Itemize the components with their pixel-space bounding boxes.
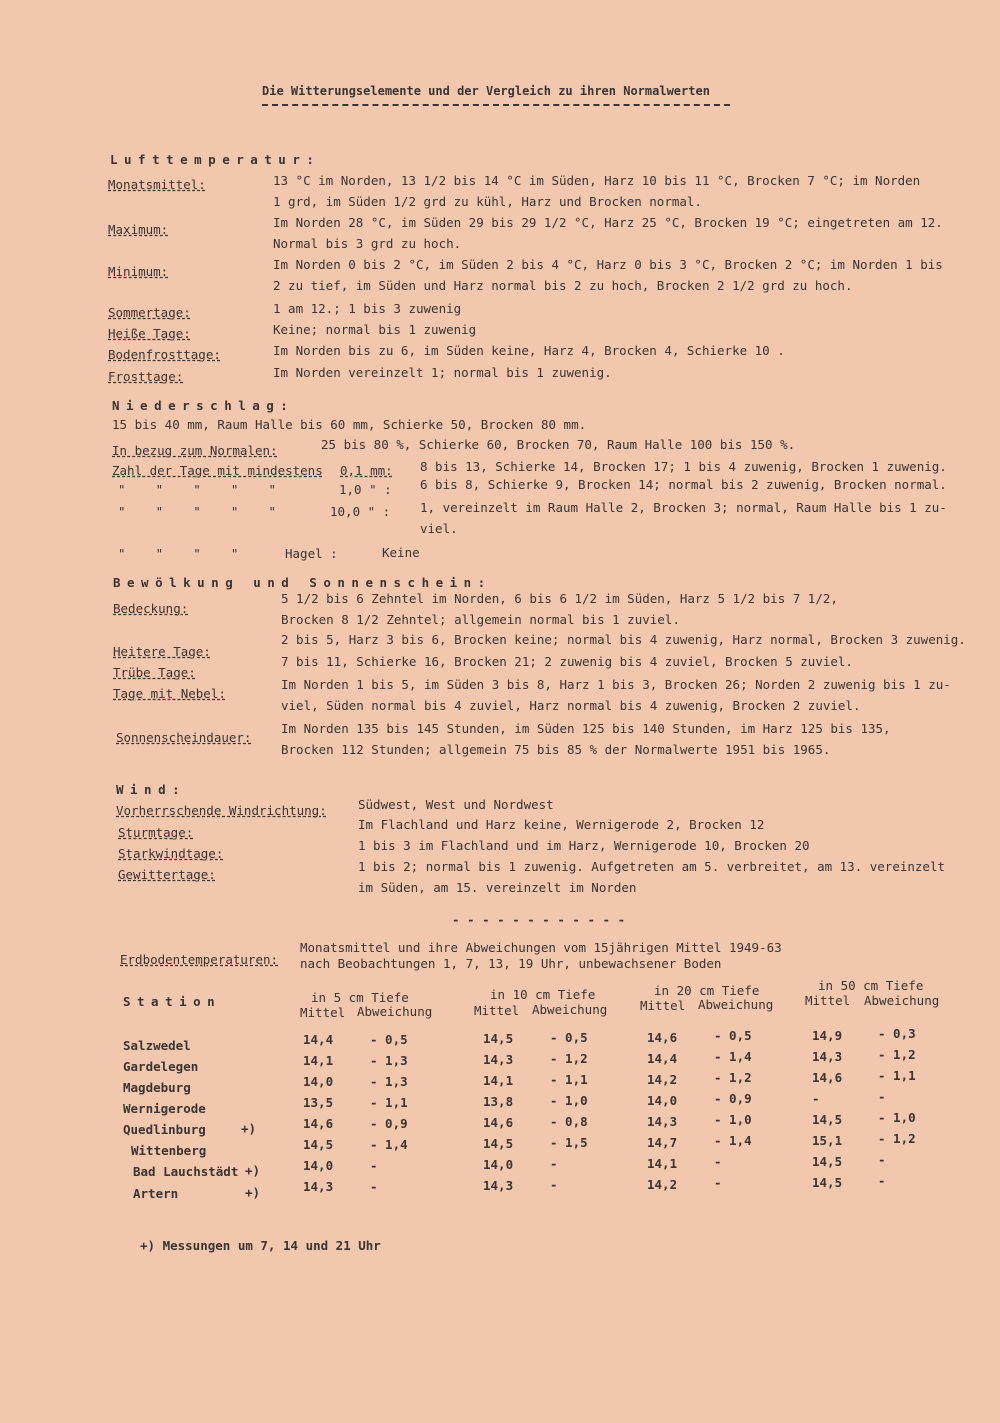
ditto-marks-1: " " " " "	[118, 482, 277, 497]
table-col-mittel-5: Mittel	[300, 1005, 346, 1020]
table-cell: -	[714, 1154, 722, 1169]
label-minimum: Minimum:	[108, 264, 169, 279]
text-minimum-1: Im Norden 0 bis 2 °C, im Süden 2 bis 4 °C, Harz 0 bis 3 °C, Brocken 2 °C; im Norden 1 bis	[273, 257, 943, 272]
table-cell: 14,4	[303, 1032, 334, 1047]
table-cell: 14,5	[303, 1137, 334, 1152]
station-mark: +)	[241, 1121, 257, 1136]
text-maximum-1: Im Norden 28 °C, im Süden 29 bis 29 1/2 °C, Harz 25 °C, Brocken 19 °C; eingetreten am 12.	[273, 215, 943, 230]
text-gewittertage-1: 1 bis 2; normal bis 1 zuwenig. Aufgetreten am 5. verbreitet, am 13. vereinzelt	[358, 859, 945, 874]
station-name: Wittenberg	[131, 1143, 207, 1158]
table-cell: - 0,5	[714, 1028, 752, 1043]
table-cell: 13,5	[303, 1095, 334, 1110]
table-cell: - 1,0	[550, 1093, 588, 1108]
label-tage-mit-nebel: Tage mit Nebel:	[113, 686, 226, 701]
text-maximum-2: Normal bis 3 grd zu hoch.	[273, 236, 462, 251]
table-cell: - 1,3	[370, 1053, 408, 1068]
table-cell: - 1,1	[878, 1068, 916, 1083]
table-cell: - 1,0	[878, 1110, 916, 1125]
table-cell: 14,5	[483, 1136, 514, 1151]
station-name: Magdeburg	[123, 1080, 191, 1095]
table-col-abw-5: Abweichung	[357, 1004, 433, 1019]
label-zahl-unit: 0,1 mm:	[340, 463, 393, 478]
table-col-abw-10: Abweichung	[532, 1002, 608, 1017]
label-zahl-der-tage: Zahl der Tage mit mindestens	[112, 463, 323, 478]
text-bodenfrosttage: Im Norden bis zu 6, im Süden keine, Harz 4, Brocken 4, Schierke 10 .	[273, 343, 785, 358]
ditto-marks-3: " " " "	[118, 546, 239, 561]
section-heading-wind: Wind:	[116, 782, 187, 797]
table-cell: 14,4	[647, 1051, 678, 1066]
text-row-1mm: 6 bis 8, Schierke 9, Brocken 14; normal bis 2 zuwenig, Brocken normal.	[420, 477, 947, 492]
table-cell: 14,9	[812, 1028, 843, 1043]
text-starkwindtage: 1 bis 3 im Flachland und im Harz, Wernigerode 10, Brocken 20	[358, 838, 810, 853]
table-cell: 13,8	[483, 1094, 514, 1109]
label-monatsmittel: Monatsmittel:	[108, 177, 206, 192]
label-row-1mm: 1,0 " :	[339, 482, 392, 497]
table-cell: 14,6	[812, 1070, 843, 1085]
table-header-depth-5cm: in 5 cm Tiefe	[311, 990, 409, 1005]
label-sturmtage: Sturmtage:	[118, 825, 194, 840]
label-maximum: Maximum:	[108, 222, 169, 237]
table-col-abw-20: Abweichung	[698, 997, 774, 1012]
table-cell: - 1,3	[370, 1074, 408, 1089]
text-frosttage: Im Norden vereinzelt 1; normal bis 1 zuwenig.	[273, 365, 612, 380]
table-cell: - 0,5	[370, 1032, 408, 1047]
table-cell: 14,6	[303, 1116, 334, 1131]
text-bedeckung-2: Brocken 8 1/2 Zehntel; allgemein normal bis 1 zuviel.	[281, 612, 680, 627]
text-row-10mm-1: 1, vereinzelt im Raum Halle 2, Brocken 3; normal, Raum Halle bis 1 zu-	[420, 500, 947, 515]
label-heisse-tage: Heiße Tage:	[108, 326, 191, 341]
separator-line: - - - - - - - - - - - -	[452, 912, 626, 927]
text-monatsmittel-2: 1 grd, im Süden 1/2 grd zu kühl, Harz und Brocken normal.	[273, 194, 702, 209]
table-col-mittel-50: Mittel	[805, 993, 851, 1008]
text-erdboden-desc-1: Monatsmittel und ihre Abweichungen vom 15jährigen Mittel 1949-63	[300, 940, 782, 955]
table-cell: 14,7	[647, 1135, 678, 1150]
table-cell: 14,6	[647, 1030, 678, 1045]
text-monatsmittel-1: 13 °C im Norden, 13 1/2 bis 14 °C im Süden, Harz 10 bis 11 °C, Brocken 7 °C; im Norden	[273, 173, 921, 188]
label-sonnenscheindauer: Sonnenscheindauer:	[116, 730, 252, 745]
table-cell: - 1,0	[714, 1112, 752, 1127]
table-cell: - 1,5	[550, 1135, 588, 1150]
table-cell: - 1,4	[370, 1137, 408, 1152]
text-gewittertage-2: im Süden, am 15. vereinzelt im Norden	[358, 880, 637, 895]
table-cell: 14,5	[812, 1175, 843, 1190]
label-windrichtung: Vorherrschende Windrichtung:	[116, 803, 327, 818]
label-heitere-tage: Heitere Tage:	[113, 644, 211, 659]
table-cell: 14,3	[647, 1114, 678, 1129]
table-cell: - 1,2	[550, 1051, 588, 1066]
table-cell: - 1,4	[714, 1049, 752, 1064]
table-cell: 14,3	[812, 1049, 843, 1064]
table-cell: 14,5	[812, 1112, 843, 1127]
table-cell: - 1,1	[370, 1095, 408, 1110]
table-cell: 14,0	[483, 1157, 514, 1172]
table-cell: 14,5	[812, 1154, 843, 1169]
table-cell: 14,0	[303, 1158, 334, 1173]
text-bezug-normalen: 25 bis 80 %, Schierke 60, Brocken 70, Raum Halle 100 bis 150 %.	[321, 437, 796, 452]
page-title: Die Witterungselemente und der Vergleich zu ihren Normalwerten	[262, 84, 710, 98]
table-cell: -	[370, 1179, 378, 1194]
text-sonnenscheindauer-2: Brocken 112 Stunden; allgemein 75 bis 85 % der Normalwerte 1951 bis 1965.	[281, 742, 831, 757]
text-minimum-2: 2 zu tief, im Süden und Harz normal bis 2 zu hoch, Brocken 2 1/2 grd zu hoch.	[273, 278, 853, 293]
text-tage-mit-nebel-1: Im Norden 1 bis 5, im Süden 3 bis 8, Harz 1 bis 3, Brocken 26; Norden 2 zuwenig bis 1 zu-	[281, 677, 951, 692]
table-cell: 14,2	[647, 1072, 678, 1087]
table-cell: 15,1	[812, 1133, 843, 1148]
table-cell: -	[550, 1177, 558, 1192]
table-cell: - 1,1	[550, 1072, 588, 1087]
station-mark: +)	[245, 1185, 261, 1200]
label-hagel: Hagel :	[285, 546, 338, 561]
table-cell: 14,2	[647, 1177, 678, 1192]
table-cell: -	[812, 1091, 820, 1106]
table-header-depth-20cm: in 20 cm Tiefe	[654, 983, 760, 998]
label-gewittertage: Gewittertage:	[118, 867, 216, 882]
table-cell: - 1,2	[878, 1131, 916, 1146]
text-tage-mit-nebel-2: viel, Süden normal bis 4 zuviel, Harz normal bis 4 zuwenig, Brocken 2 zuviel.	[281, 698, 861, 713]
station-name: Quedlinburg	[123, 1122, 206, 1137]
text-windrichtung: Südwest, West und Nordwest	[358, 797, 554, 812]
text-sommertage: 1 am 12.; 1 bis 3 zuwenig	[273, 301, 462, 316]
section-heading-lufttemperatur: Lufttemperatur:	[110, 152, 321, 167]
text-heitere-tage: 2 bis 5, Harz 3 bis 6, Brocken keine; normal bis 4 zuwenig, Harz normal, Brocken 3 zuwenig.	[281, 632, 966, 647]
table-cell: 14,1	[647, 1156, 678, 1171]
label-sommertage: Sommertage:	[108, 305, 191, 320]
table-cell: 14,3	[483, 1178, 514, 1193]
table-cell: - 1,4	[714, 1133, 752, 1148]
station-name: Artern	[133, 1186, 179, 1201]
label-erdbodentemperaturen: Erdbodentemperaturen:	[120, 952, 279, 967]
table-cell: 14,0	[647, 1093, 678, 1108]
table-cell: - 0,3	[878, 1026, 916, 1041]
station-name: Gardelegen	[123, 1059, 199, 1074]
section-heading-bewoelkung: Bewölkung und Sonnenschein:	[113, 575, 492, 590]
table-header-depth-50cm: in 50 cm Tiefe	[818, 978, 924, 993]
section-heading-niederschlag: Niederschlag:	[112, 398, 295, 413]
table-cell: 14,6	[483, 1115, 514, 1130]
station-name: Salzwedel	[123, 1038, 191, 1053]
table-cell: 14,3	[483, 1052, 514, 1067]
table-cell: 14,5	[483, 1031, 514, 1046]
label-frosttage: Frosttage:	[108, 369, 184, 384]
table-cell: - 1,2	[878, 1047, 916, 1062]
text-sturmtage: Im Flachland und Harz keine, Wernigerode 2, Brocken 12	[358, 817, 765, 832]
label-bedeckung: Bedeckung:	[113, 601, 189, 616]
station-name: Wernigerode	[123, 1101, 206, 1116]
table-header-depth-10cm: in 10 cm Tiefe	[490, 987, 596, 1002]
table-cell: -	[878, 1173, 886, 1188]
table-cell: - 1,2	[714, 1070, 752, 1085]
label-truebe-tage: Trübe Tage:	[113, 665, 196, 680]
text-erdboden-desc-2: nach Beobachtungen 1, 7, 13, 19 Uhr, unbewachsener Boden	[300, 956, 722, 971]
text-heisse-tage: Keine; normal bis 1 zuwenig	[273, 322, 477, 337]
table-col-mittel-20: Mittel	[640, 998, 686, 1013]
text-hagel: Keine	[382, 545, 420, 560]
table-footnote: +) Messungen um 7, 14 und 21 Uhr	[140, 1238, 381, 1253]
table-cell: 14,0	[303, 1074, 334, 1089]
label-bezug-normalen: In bezug zum Normalen:	[112, 443, 278, 458]
text-sonnenscheindauer-1: Im Norden 135 bis 145 Stunden, im Süden 125 bis 140 Stunden, im Harz 125 bis 135,	[281, 721, 891, 736]
text-row-10mm-2: viel.	[420, 521, 458, 536]
table-cell: -	[550, 1156, 558, 1171]
table-cell: 14,3	[303, 1179, 334, 1194]
text-truebe-tage: 7 bis 11, Schierke 16, Brocken 21; 2 zuwenig bis 4 zuviel, Brocken 5 zuviel.	[281, 654, 853, 669]
label-bodenfrosttage: Bodenfrosttage:	[108, 347, 221, 362]
table-cell: -	[878, 1089, 886, 1104]
table-cell: - 0,9	[714, 1091, 752, 1106]
label-starkwindtage: Starkwindtage:	[118, 846, 224, 861]
label-row-10mm: 10,0 " :	[330, 504, 391, 519]
station-name: Bad Lauchstädt	[133, 1164, 239, 1179]
table-col-abw-50: Abweichung	[864, 993, 940, 1008]
station-mark: +)	[245, 1163, 261, 1178]
text-niederschlag-summary: 15 bis 40 mm, Raum Halle bis 60 mm, Schierke 50, Brocken 80 mm.	[112, 417, 587, 432]
table-cell: -	[878, 1152, 886, 1167]
ditto-marks-2: " " " " "	[118, 504, 277, 519]
text-zahl-der-tage: 8 bis 13, Schierke 14, Brocken 17; 1 bis 4 zuwenig, Brocken 1 zuwenig.	[420, 459, 947, 474]
table-header-station: Station	[123, 994, 222, 1009]
table-cell: - 0,8	[550, 1114, 588, 1129]
table-cell: 14,1	[483, 1073, 514, 1088]
table-cell: - 0,5	[550, 1030, 588, 1045]
table-cell: -	[370, 1158, 378, 1173]
table-cell: - 0,9	[370, 1116, 408, 1131]
title-underline	[262, 104, 730, 106]
text-bedeckung-1: 5 1/2 bis 6 Zehntel im Norden, 6 bis 6 1/2 im Süden, Harz 5 1/2 bis 7 1/2,	[281, 591, 838, 606]
table-col-mittel-10: Mittel	[474, 1003, 520, 1018]
table-cell: 14,1	[303, 1053, 334, 1068]
table-cell: -	[714, 1175, 722, 1190]
